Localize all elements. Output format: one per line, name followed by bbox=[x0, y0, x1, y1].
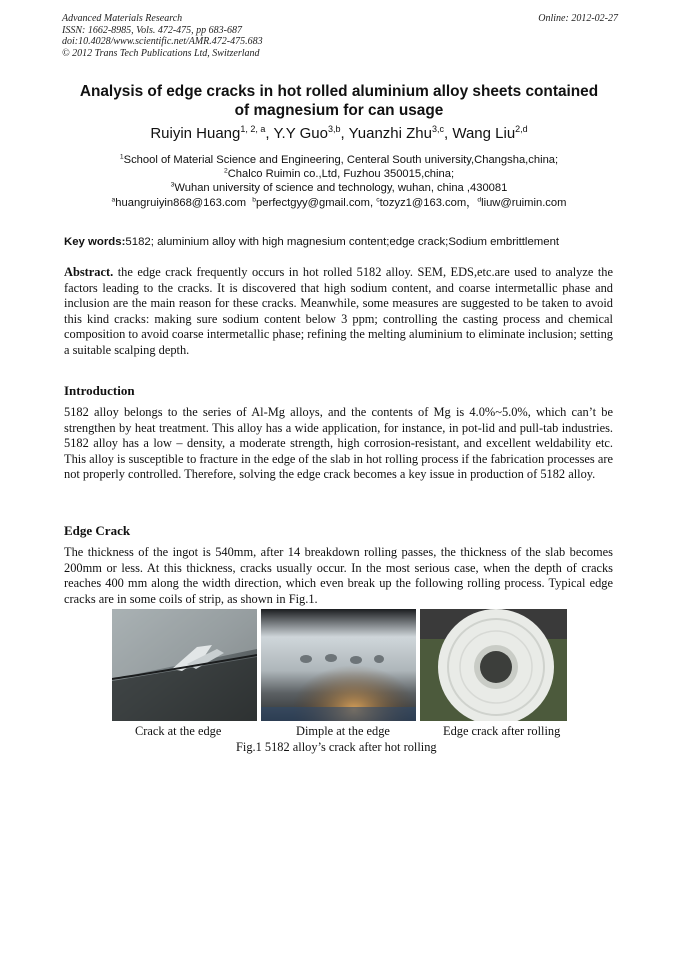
title-line-1: Analysis of edge cracks in hot rolled aluminium alloy sheets contained bbox=[79, 83, 599, 100]
affiliations bbox=[40, 153, 638, 210]
abstract-text: the edge crack frequently occurs in hot rolled 5182 alloy. SEM, EDS,etc.are used to analyze the factors leading to the cracks. It is discovered that high sodium content, and coarse intermetallic phase and inclusion are the main reason for these cracks. Meanwhile, some measures are suggested to be taken to avoid this kind cracks: making sure sodium content below 3 ppm; controlling the casting process and chemical composition to avoid coarse intermetallic phase; refining the melting aluminium to eliminate inclusion; setting a suitable scalping depth. bbox=[64, 265, 613, 357]
online-date: Online: 2012-02-27 bbox=[538, 13, 618, 24]
subfigure-caption-2: Dimple at the edge bbox=[296, 724, 390, 738]
photo-crack-at-edge bbox=[112, 609, 257, 721]
email-sup: b bbox=[252, 195, 257, 203]
section-heading-introduction: Introduction bbox=[64, 383, 135, 398]
figure-caption: Fig.1 5182 alloy’s crack after hot rolling bbox=[236, 740, 437, 754]
email-address[interactable]: liuw@ruimin.com bbox=[481, 196, 567, 209]
abstract-label: Abstract. bbox=[64, 265, 114, 279]
author-separator: , bbox=[265, 125, 274, 142]
subfigure-caption-3: Edge crack after rolling bbox=[443, 724, 561, 738]
author-affil-sup: 2,d bbox=[515, 124, 528, 134]
copyright-line: © 2012 Trans Tech Publications Ltd, Switzerland bbox=[62, 47, 260, 59]
section-heading-edge-crack: Edge Crack bbox=[64, 523, 131, 538]
keywords bbox=[64, 235, 624, 249]
affiliation-line bbox=[40, 153, 638, 167]
email-sup: c bbox=[376, 195, 380, 203]
affiliation-line bbox=[40, 181, 638, 195]
subfigure-caption-1: Crack at the edge bbox=[135, 724, 222, 738]
affiliation-sup: 3 bbox=[170, 181, 175, 189]
title-line-2: of magnesium for can usage bbox=[234, 102, 444, 119]
introduction-body: 5182 alloy belongs to the series of Al-Mg alloys, and the contents of Mg is 4.0%~5.0%, which can’t be strengthen by heat treatment. This alloy has a wide application, for instance, in pot-lid and pull-tab industries. 5182 alloy has a low – density, a moderate strength, high corrosion-resistant, and excellent weldability etc. This alloy is susceptible to fracture in the edge of the slab in hot rolling process if the fabrication processes are not properly controlled. Therefore, solving the edge crack becomes a key issue in production of 5182 alloy. bbox=[64, 405, 613, 481]
affiliation-sup: 2 bbox=[223, 167, 228, 175]
photo-dimple-at-edge bbox=[261, 609, 416, 721]
keywords-text: 5182; aluminium alloy with high magnesium content;edge crack;Sodium embrittlement bbox=[125, 236, 560, 248]
email-address[interactable]: perfectgyy@gmail.com, bbox=[256, 196, 377, 209]
affiliation-text: School of Material Science and Engineering, Centeral South university,Changsha,china; bbox=[123, 154, 559, 166]
author-separator: , bbox=[340, 125, 349, 142]
email-address[interactable]: tozyz1@163.com， bbox=[379, 196, 478, 209]
author-affil-sup: 3,c bbox=[431, 124, 444, 134]
email-sup: a bbox=[111, 195, 116, 203]
author-list bbox=[40, 124, 638, 144]
author-affil-sup: 3,b bbox=[327, 124, 341, 134]
affiliation-text: Chalco Ruimin co.,Ltd, Fuzhou 350015,china; bbox=[227, 168, 455, 181]
email-address[interactable]: huangruiyin868@163.com bbox=[115, 196, 247, 209]
affiliation-text: Wuhan university of science and technology, wuhan, china ,430081 bbox=[174, 182, 508, 195]
issn-line: ISSN: 1662-8985, Vols. 472-475, pp 683-687 bbox=[62, 24, 242, 36]
edge-crack-body: The thickness of the ingot is 540mm, after 14 breakdown rolling passes, the thickness of the slab becomes 200mm or less. At this thickness, cracks usually occur. In the most serious case, when the depth of cracks reaches 400 mm along the width direction, which even break up the following rolling process. Typical edge cracks are in some coils of strip, as shown in Fig.1. bbox=[64, 545, 613, 606]
keywords-label: Key words: bbox=[64, 236, 126, 248]
journal-header bbox=[62, 13, 618, 59]
photo-edge-crack-after-rolling bbox=[420, 609, 567, 721]
abstract bbox=[64, 265, 613, 358]
figure-1 bbox=[112, 609, 567, 721]
affiliation-sup: 1 bbox=[119, 153, 124, 161]
author-name: Y.Y Guo bbox=[273, 125, 328, 142]
author-name: Ruiyin Huang bbox=[150, 125, 241, 142]
author-name: Wang Liu bbox=[452, 125, 516, 142]
paper-title bbox=[50, 82, 628, 120]
doi-line[interactable]: doi:10.4028/www.scientific.net/AMR.472-475.683 bbox=[62, 36, 263, 48]
email-line bbox=[40, 196, 638, 210]
email-sup: d bbox=[477, 195, 482, 203]
author-separator: , bbox=[444, 125, 453, 142]
author-affil-sup: 1, 2, a bbox=[240, 124, 266, 134]
journal-name: Advanced Materials Research bbox=[62, 13, 183, 24]
affiliation-line bbox=[40, 167, 638, 181]
author-name: Yuanzhi Zhu bbox=[348, 125, 432, 142]
